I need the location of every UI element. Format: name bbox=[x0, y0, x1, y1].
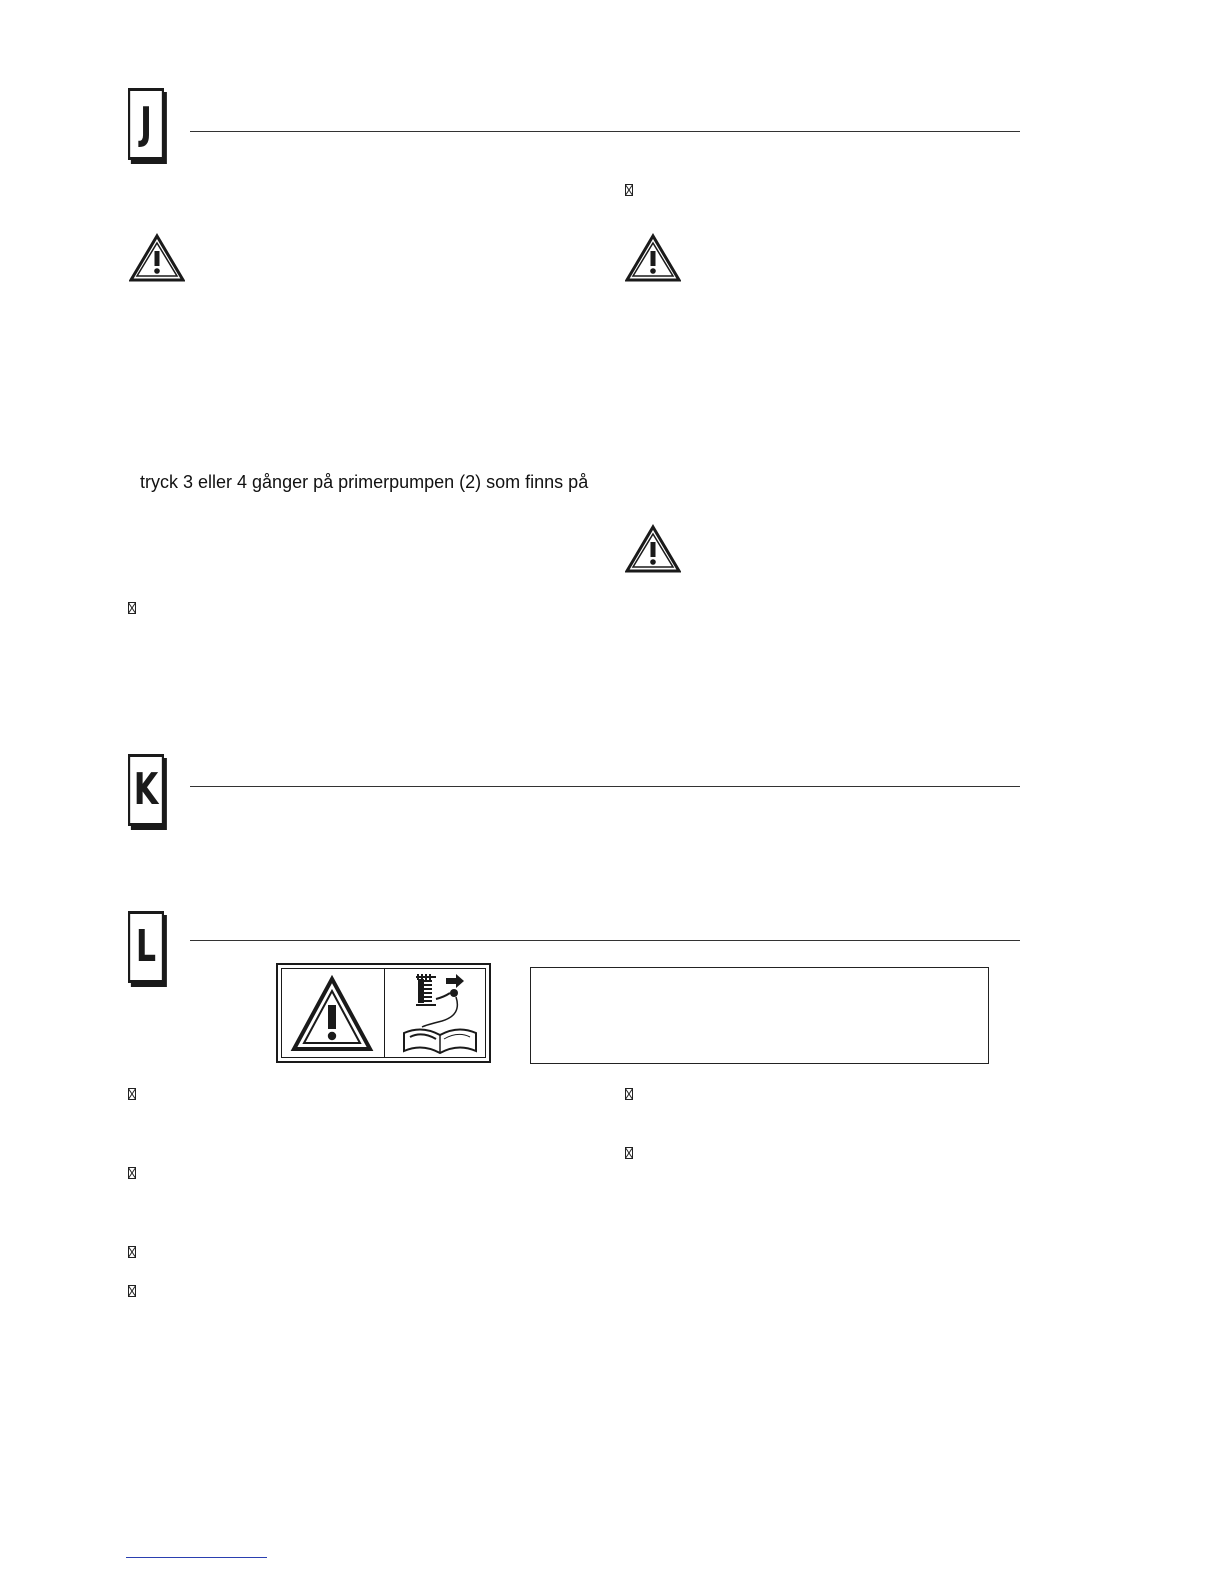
section-letter: L bbox=[135, 921, 157, 972]
section-letter: J bbox=[140, 98, 152, 149]
instruction-text: tryck 3 eller 4 gånger på primerpumpen (2) som finns på bbox=[140, 472, 589, 492]
section-divider bbox=[190, 131, 1020, 132]
bullet-icon bbox=[625, 184, 633, 196]
section-divider bbox=[190, 786, 1020, 787]
bullet-icon bbox=[128, 1088, 136, 1100]
section-marker-l bbox=[128, 911, 164, 983]
info-frame bbox=[530, 967, 989, 1064]
read-manual-icon bbox=[396, 971, 486, 1059]
bullet-icon bbox=[625, 1088, 633, 1100]
bullet-icon bbox=[128, 1167, 136, 1179]
bullet-icon bbox=[128, 602, 136, 614]
safety-label bbox=[276, 963, 491, 1063]
warning-triangle-icon bbox=[290, 975, 374, 1053]
bullet-icon bbox=[625, 1147, 633, 1159]
bullet-icon bbox=[128, 1246, 136, 1258]
section-divider bbox=[190, 940, 1020, 941]
section-marker-k bbox=[128, 754, 164, 826]
warning-triangle-icon bbox=[625, 233, 681, 283]
warning-triangle-icon bbox=[129, 233, 185, 283]
safety-label-separator bbox=[384, 968, 385, 1058]
section-letter: K bbox=[133, 764, 159, 815]
section-marker-j bbox=[128, 88, 164, 160]
footer-link[interactable] bbox=[126, 1557, 267, 1558]
warning-triangle-icon bbox=[625, 524, 681, 574]
bullet-icon bbox=[128, 1285, 136, 1297]
